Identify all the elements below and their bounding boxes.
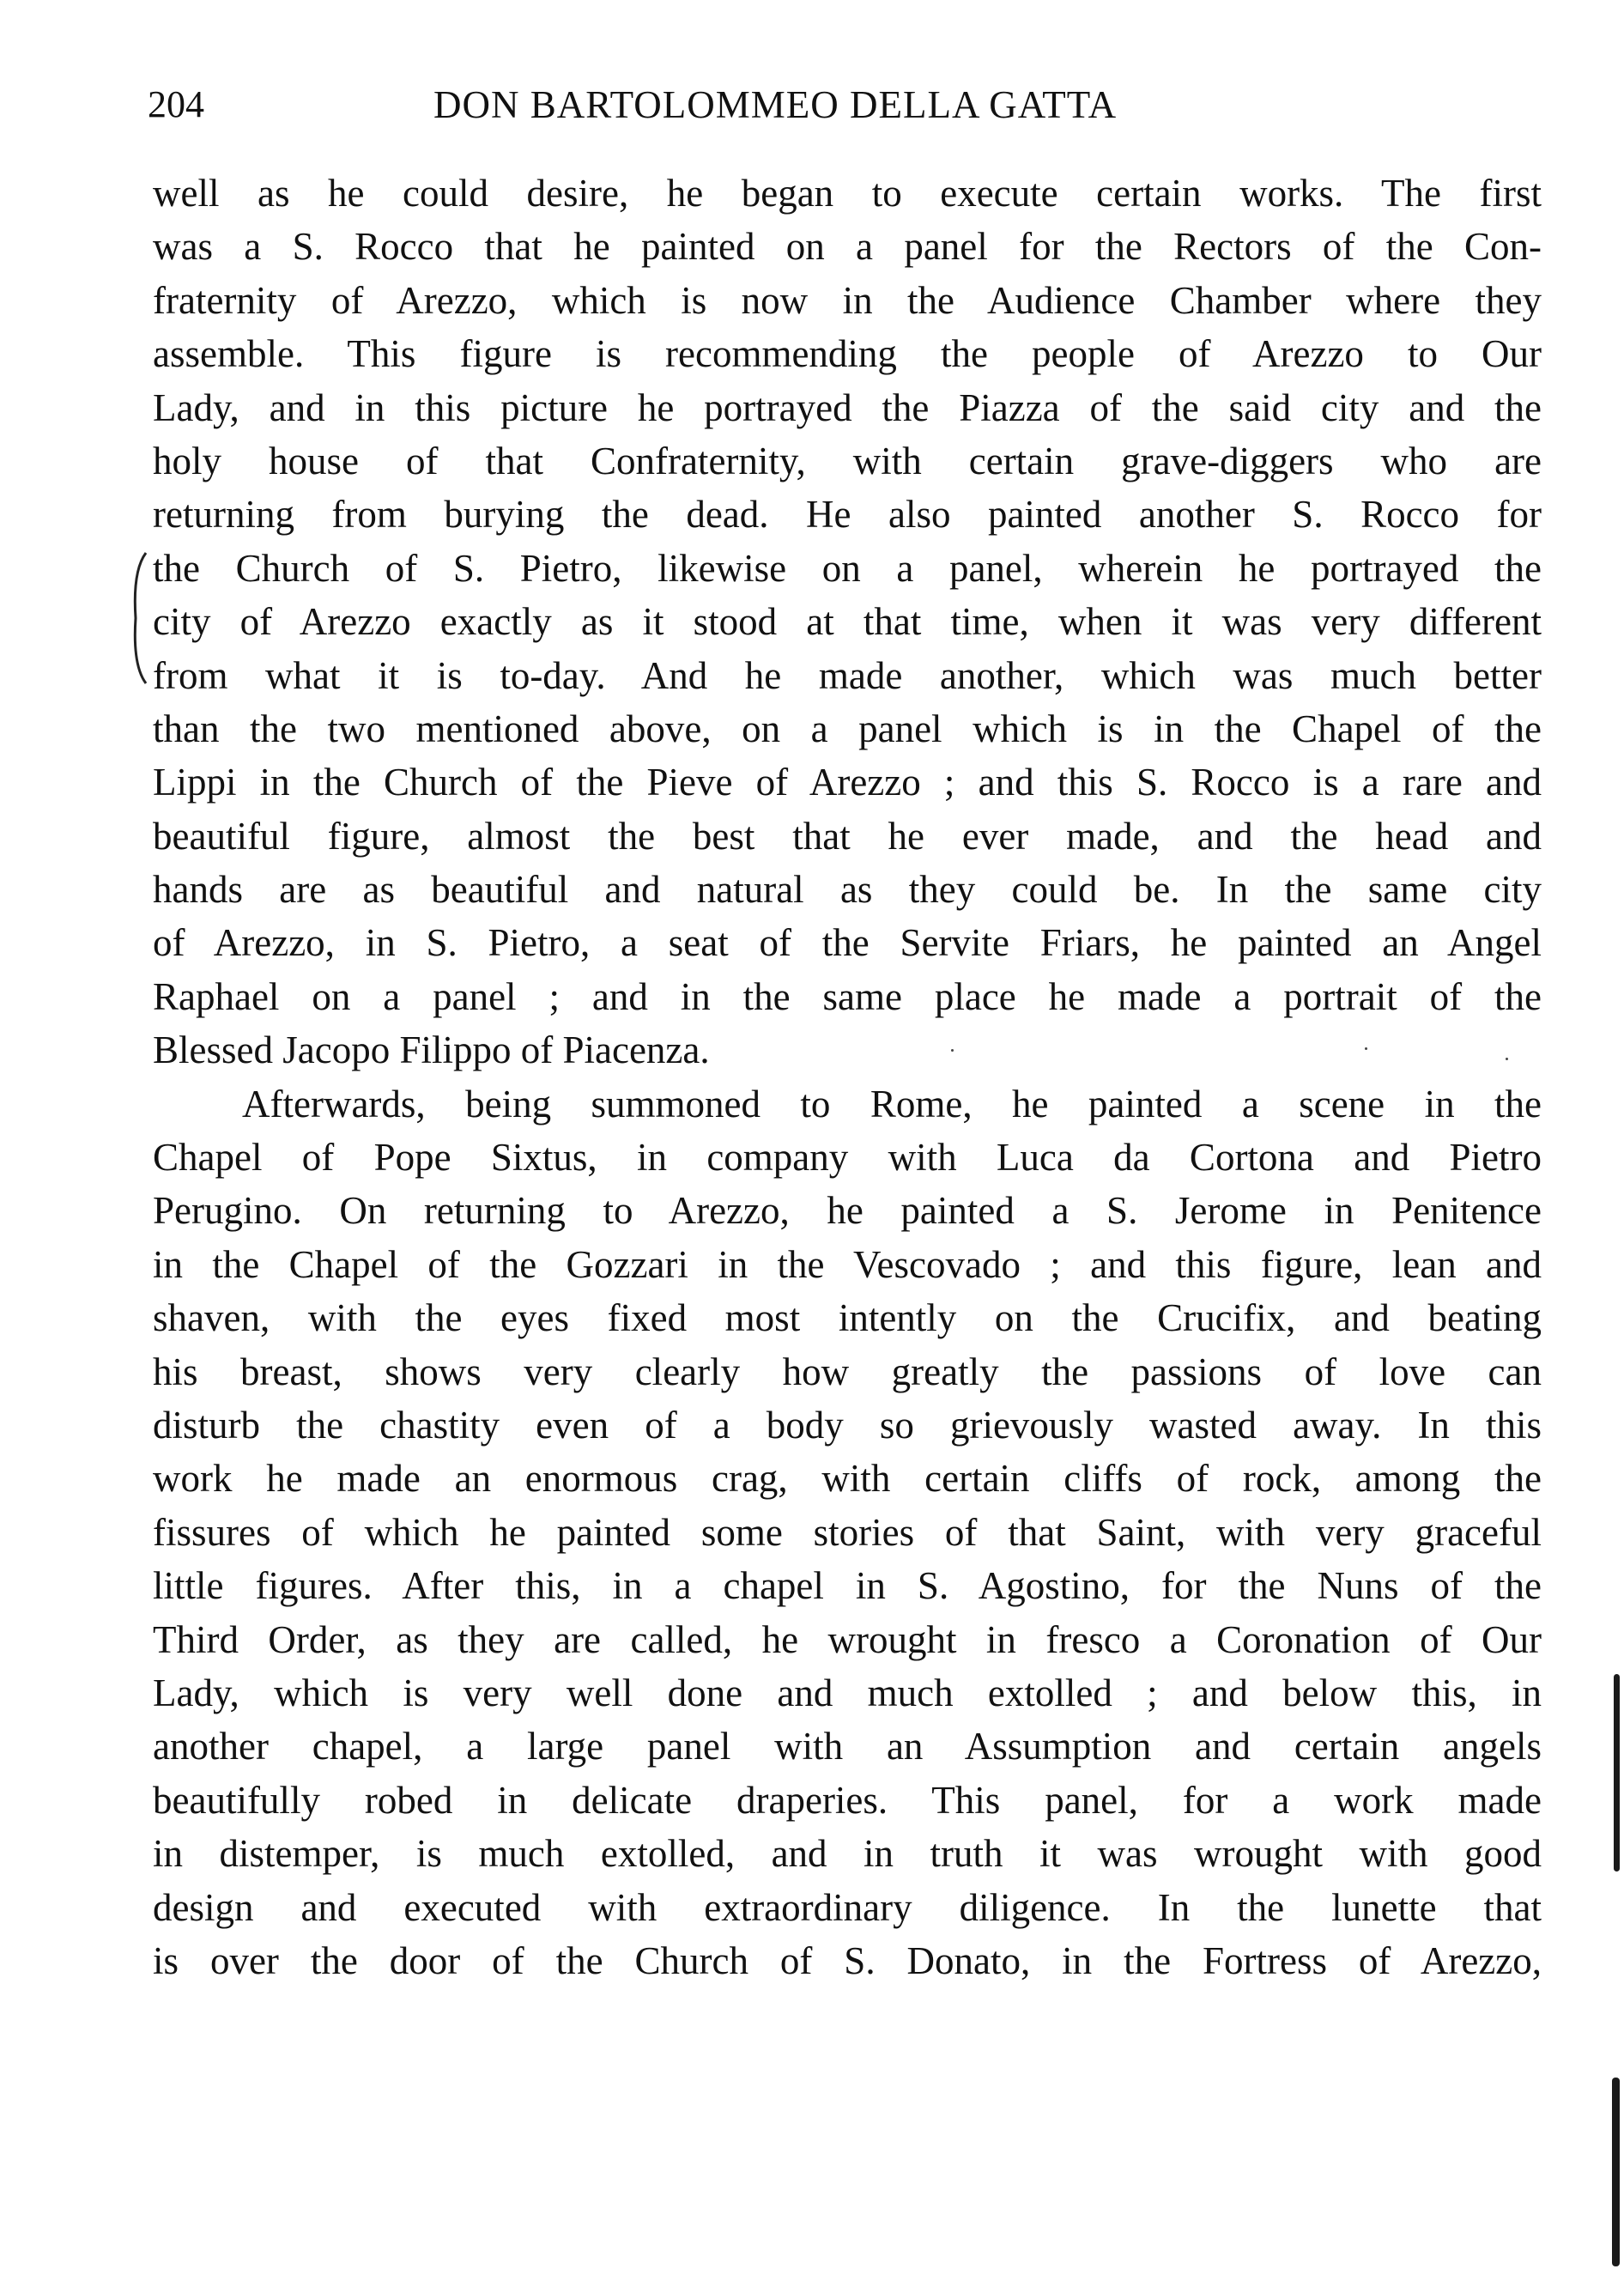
text-line: Lippi in the Church of the Pieve of Arezzo ; and this S. Rocco is a rare and [153, 761, 1542, 804]
text-line: returning from burying the dead. He also painted another S. Rocco for [153, 493, 1542, 537]
text-line: in the Chapel of the Gozzari in the Vescovado ; and this figure, lean and [153, 1242, 1542, 1286]
text-line: of Arezzo, in S. Pietro, a seat of the Servite Friars, he painted an Angel [153, 921, 1542, 965]
text-line: than the two mentioned above, on a panel which is in the Chapel of the [153, 707, 1542, 750]
text-line: fraternity of Arezzo, which is now in the Audience Chamber where they [153, 278, 1542, 322]
running-title: DON BARTOLOMMEO DELLA GATTA [433, 83, 1118, 126]
text-line: Blessed Jacopo Filippo of Piacenza. [153, 1028, 710, 1072]
text-line: hands are as beautiful and natural as they could be. In the same city [153, 868, 1542, 912]
scan-speck [1506, 1058, 1508, 1060]
scan-edge-mark [1614, 1674, 1620, 1872]
text-line: Perugino. On returning to Arezzo, he painted a S. Jerome in Penitence [153, 1189, 1542, 1233]
text-line: is over the door of the Church of S. Donato, in the Fortress of Arezzo, [153, 1938, 1542, 1982]
text-line: fissures of which he painted some stories of that Saint, with very graceful [153, 1510, 1542, 1554]
body-text [153, 167, 1542, 1987]
text-line: Raphael on a panel ; and in the same place he made a portrait of the [153, 974, 1542, 1018]
text-line: beautifully robed in delicate draperies. This panel, for a work made [153, 1778, 1542, 1822]
text-line: Lady, and in this picture he portrayed the Piazza of the said city and the [153, 385, 1542, 429]
text-line: another chapel, a large panel with an Assumption and certain angels [153, 1725, 1542, 1768]
margin-bracket-mark [129, 549, 149, 687]
text-line: holy house of that Confraternity, with certain grave-diggers who are [153, 439, 1542, 482]
scan-edge-mark [1612, 2078, 1620, 2266]
text-line: was a S. Rocco that he painted on a panel for the Rectors of the Con- [153, 225, 1542, 269]
text-line: disturb the chastity even of a body so grievously wasted away. In this [153, 1403, 1542, 1447]
text-line: little figures. After this, in a chapel in S. Agostino, for the Nuns of the [153, 1564, 1542, 1608]
text-line: work he made an enormous crag, with certain cliffs of rock, among the [153, 1457, 1542, 1501]
text-line: the Church of S. Pietro, likewise on a panel, wherein he portrayed the [153, 546, 1542, 590]
text-line: Afterwards, being summoned to Rome, he painted a scene in the [242, 1082, 1542, 1125]
text-line: in distemper, is much extolled, and in truth it was wrought with good [153, 1832, 1542, 1876]
running-header [148, 79, 1332, 130]
page-number: 204 [148, 83, 204, 125]
scan-speck [951, 1049, 954, 1052]
text-line: Lady, which is very well done and much extolled ; and below this, in [153, 1671, 1542, 1714]
text-line: assemble. This figure is recommending the people of Arezzo to Our [153, 332, 1542, 376]
paragraph-1 [153, 167, 1542, 1077]
text-line: from what it is to-day. And he made another, which was much better [153, 653, 1542, 697]
text-line: his breast, shows very clearly how greatly the passions of love can [153, 1350, 1542, 1393]
text-line: Third Order, as they are called, he wrought in fresco a Coronation of Our [153, 1617, 1542, 1661]
text-line: beautiful figure, almost the best that he ever made, and the head and [153, 814, 1542, 858]
text-line: Chapel of Pope Sixtus, in company with Luca da Cortona and Pietro [153, 1136, 1542, 1180]
text-line: shaven, with the eyes fixed most intently on the Crucifix, and beating [153, 1296, 1542, 1340]
scan-speck [1365, 1047, 1367, 1050]
text-line: well as he could desire, he began to execute certain works. The first [153, 172, 1542, 215]
paragraph-2 [153, 1077, 1542, 1988]
text-line: city of Arezzo exactly as it stood at that time, when it was very different [153, 600, 1542, 644]
text-line: design and executed with extraordinary diligence. In the lunette that [153, 1885, 1542, 1929]
